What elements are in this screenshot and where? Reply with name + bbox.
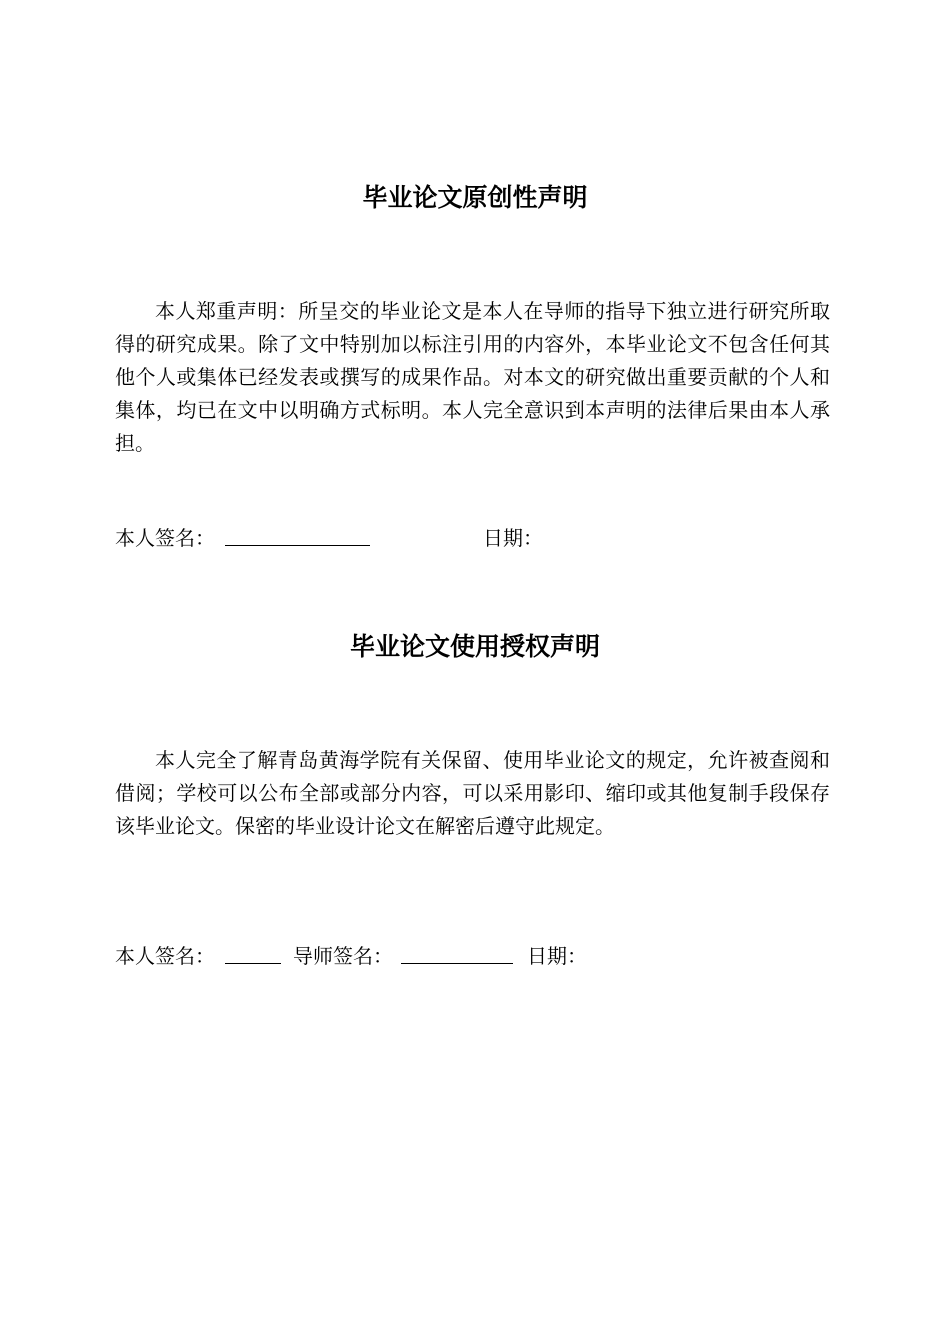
originality-signature-line[interactable]	[225, 525, 370, 546]
advisor-signature-label: 导师签名：	[293, 944, 393, 968]
originality-signature-label: 本人签名：	[115, 526, 215, 550]
authorization-signature-row	[115, 942, 587, 970]
advisor-signature-line[interactable]	[401, 943, 513, 964]
authorization-body: 本人完全了解青岛黄海学院有关保留、使用毕业论文的规定，允许被查阅和借阅；学校可以公布全部或部分内容，可以采用影印、缩印或其他复制手段保存该毕业论文。保密的毕业设计论文在解密后遵守此规定。	[115, 748, 830, 838]
authorization-signature-line[interactable]	[225, 943, 281, 964]
authorization-title: 毕业论文使用授权声明	[349, 632, 600, 661]
authorization-date-label: 日期：	[527, 944, 587, 968]
originality-body: 本人郑重声明：所呈交的毕业论文是本人在导师的指导下独立进行研究所取得的研究成果。除了文中特别加以标注引用的内容外，本毕业论文不包含任何其他个人或集体已经发表或撰写的成果作品。对本文的研究做出重要贡献的个人和集体，均已在文中以明确方式标明。本人完全意识到本声明的法律后果由本人承担。	[115, 299, 830, 455]
authorization-signature-label: 本人签名：	[115, 944, 215, 968]
originality-date-label: 日期：	[483, 526, 543, 550]
originality-signature-row	[115, 524, 370, 552]
originality-title: 毕业论文原创性声明	[362, 183, 588, 212]
